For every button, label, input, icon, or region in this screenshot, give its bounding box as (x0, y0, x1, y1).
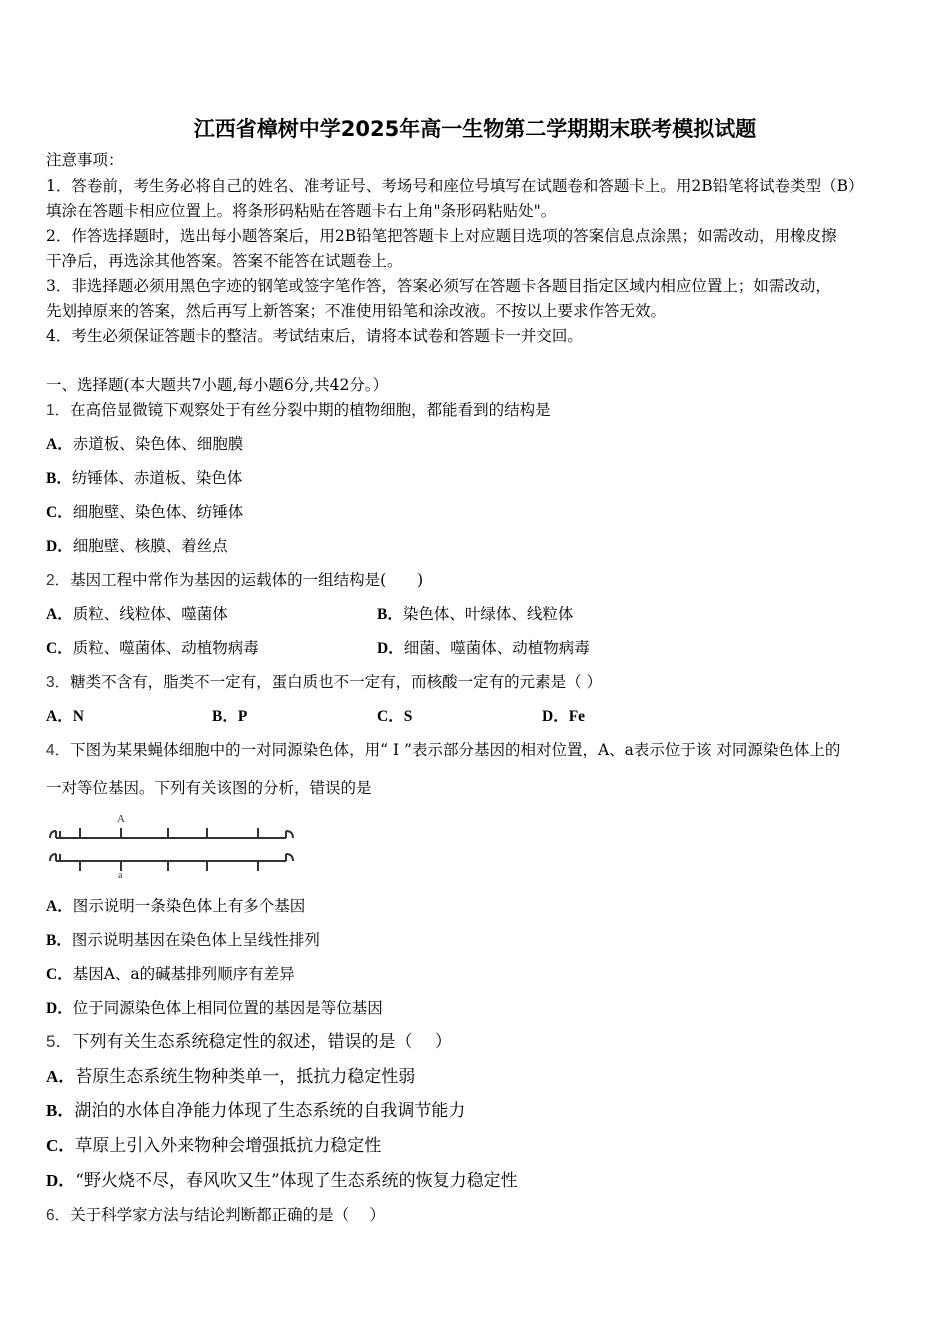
option (542, 706, 585, 727)
option (46, 1171, 518, 1191)
option-text: 细胞壁、染色体、纺锤体 (72, 503, 244, 521)
question-stem-cont: 一对等位基因。下列有关该图的分析，错误的是 (46, 779, 372, 797)
option (46, 536, 228, 557)
option (46, 964, 295, 985)
gene-label-A: A (117, 813, 125, 825)
option-letter: C． (46, 504, 73, 521)
page-title: 江西省樟树中学2025年高一生物第二学期期末联考模拟试题 (193, 117, 757, 141)
option-letter: D． (46, 1171, 76, 1190)
notice-heading: 注意事项： (46, 151, 124, 169)
question-6 (46, 1205, 385, 1226)
option-letter: C． (46, 1136, 76, 1155)
option-letter: D． (46, 1000, 73, 1017)
option-text: 纺锤体、赤道板、染色体 (71, 469, 243, 487)
option-text: 质粒、噬菌体、动植物病毒 (72, 639, 259, 657)
notice-line: 1．答卷前，考生务必将自己的姓名、准考证号、考场号和座位号填写在试题卷和答题卡上。用2B铅笔将试卷类型（B） (46, 177, 864, 195)
notice-line: 2．作答选择题时，选出每小题答案后，用2B铅笔把答题卡上对应题目选项的答案信息点涂黑；如需改动，用橡皮擦 (46, 227, 837, 245)
option-letter: C． (46, 966, 73, 983)
question-stem: 基因工程中常作为基因的运载体的一组结构是( ) (70, 571, 424, 589)
option (377, 706, 412, 727)
option-text: 苔原生态系统生物种类单一，抵抗力稳定性弱 (75, 1067, 416, 1087)
option-letter: B． (46, 932, 72, 949)
question-stem: 下列有关生态系统稳定性的叙述，错误的是（ ） (72, 1032, 452, 1052)
option (46, 930, 320, 951)
question-number: 2． (46, 572, 71, 589)
option (46, 706, 84, 727)
option-text: 染色体、叶绿体、线粒体 (402, 605, 574, 623)
option (46, 1101, 465, 1121)
option-letter: A． (46, 606, 73, 623)
section-heading: 一、选择题(本大题共7小题,每小题6分,共42分。） (46, 376, 389, 394)
chromosome-diagram (48, 808, 298, 878)
notice-line: 3．非选择题必须用黑色字迹的钢笔或签字笔作答，答案必须写在答题卡各题目指定区域内相应位置上；如需改动， (46, 277, 831, 295)
option (46, 896, 305, 917)
question-stem: 在高倍显微镜下观察处于有丝分裂中期的植物细胞，都能看到的结构是 (70, 401, 551, 419)
option-text: 赤道板、染色体、细胞膜 (72, 435, 244, 453)
question-1 (46, 400, 551, 421)
question-2 (46, 570, 423, 591)
question-stem: 下图为某果蝇体细胞中的一对同源染色体，用“ I ”表示部分基因的相对位置，A、a表示位于该 对同源染色体上的 (70, 741, 841, 759)
notice-line: 4．考生必须保证答题卡的整洁。考试结束后，请将本试卷和答题卡一并交回。 (46, 327, 583, 345)
question-stem: 关于科学家方法与结论判断都正确的是（ ） (70, 1206, 386, 1224)
option-text: 图示说明基因在染色体上呈线性排列 (71, 931, 320, 949)
option-text: 细菌、噬菌体、动植物病毒 (403, 639, 590, 657)
option-letter: B． (46, 1101, 75, 1120)
option (46, 998, 383, 1019)
option-text: “野火烧不尽，春风吹又生”体现了生态系统的恢复力稳定性 (75, 1171, 518, 1191)
question-number: 3． (46, 674, 71, 691)
option (377, 638, 590, 659)
option-text: S (403, 708, 413, 725)
option (46, 604, 228, 625)
option-letter: D． (377, 640, 404, 657)
question-number: 4． (46, 742, 71, 759)
question-5 (46, 1032, 452, 1052)
option-text: 细胞壁、核膜、着丝点 (72, 537, 228, 555)
option (46, 434, 243, 455)
notice-line: 干净后，再选涂其他答案。答案不能答在试题卷上。 (46, 252, 403, 270)
notice-line: 填涂在答题卡相应位置上。将条形码粘贴在答题卡右上角"条形码粘贴处"。 (46, 202, 557, 220)
option (46, 502, 243, 523)
question-number: 1． (46, 402, 71, 419)
option-text: N (72, 708, 84, 725)
option (46, 638, 259, 659)
option-letter: A． (46, 898, 73, 915)
option-text: Fe (568, 708, 586, 725)
option (212, 706, 247, 727)
option-letter: D． (542, 708, 569, 725)
option-letter: D． (46, 538, 73, 555)
option (46, 1067, 415, 1087)
question-number: 6． (46, 1207, 71, 1224)
notice-line: 先划掉原来的答案，然后再写上新答案；不准使用铅笔和涂改液。不按以上要求作答无效。 (46, 302, 667, 320)
option-text: 图示说明一条染色体上有多个基因 (72, 897, 306, 915)
option-letter: B． (212, 708, 238, 725)
option-letter: C． (46, 640, 73, 657)
option-text: 草原上引入外来物种会增强抵抗力稳定性 (75, 1136, 382, 1156)
option-text: P (237, 708, 248, 725)
question-number: 5． (46, 1032, 73, 1051)
option-text: 基因A、a的碱基排列顺序有差异 (72, 965, 295, 983)
option-letter: A． (46, 1067, 76, 1086)
option-letter: A． (46, 436, 73, 453)
option-letter: B． (377, 606, 403, 623)
option (377, 604, 573, 625)
option-text: 位于同源染色体上相同位置的基因是等位基因 (72, 999, 383, 1017)
option-letter: B． (46, 470, 72, 487)
option-text: 湖泊的水体自净能力体现了生态系统的自我调节能力 (74, 1101, 466, 1121)
option-letter: A． (46, 708, 73, 725)
gene-label-a: a (118, 870, 123, 878)
question-stem: 糖类不含有，脂类不一定有，蛋白质也不一定有，而核酸一定有的元素是（ ） (70, 673, 603, 691)
option-letter: C． (377, 708, 404, 725)
option-text: 质粒、线粒体、噬菌体 (72, 605, 228, 623)
question-4 (46, 740, 840, 761)
question-3 (46, 672, 602, 693)
option (46, 468, 242, 489)
option (46, 1136, 381, 1156)
